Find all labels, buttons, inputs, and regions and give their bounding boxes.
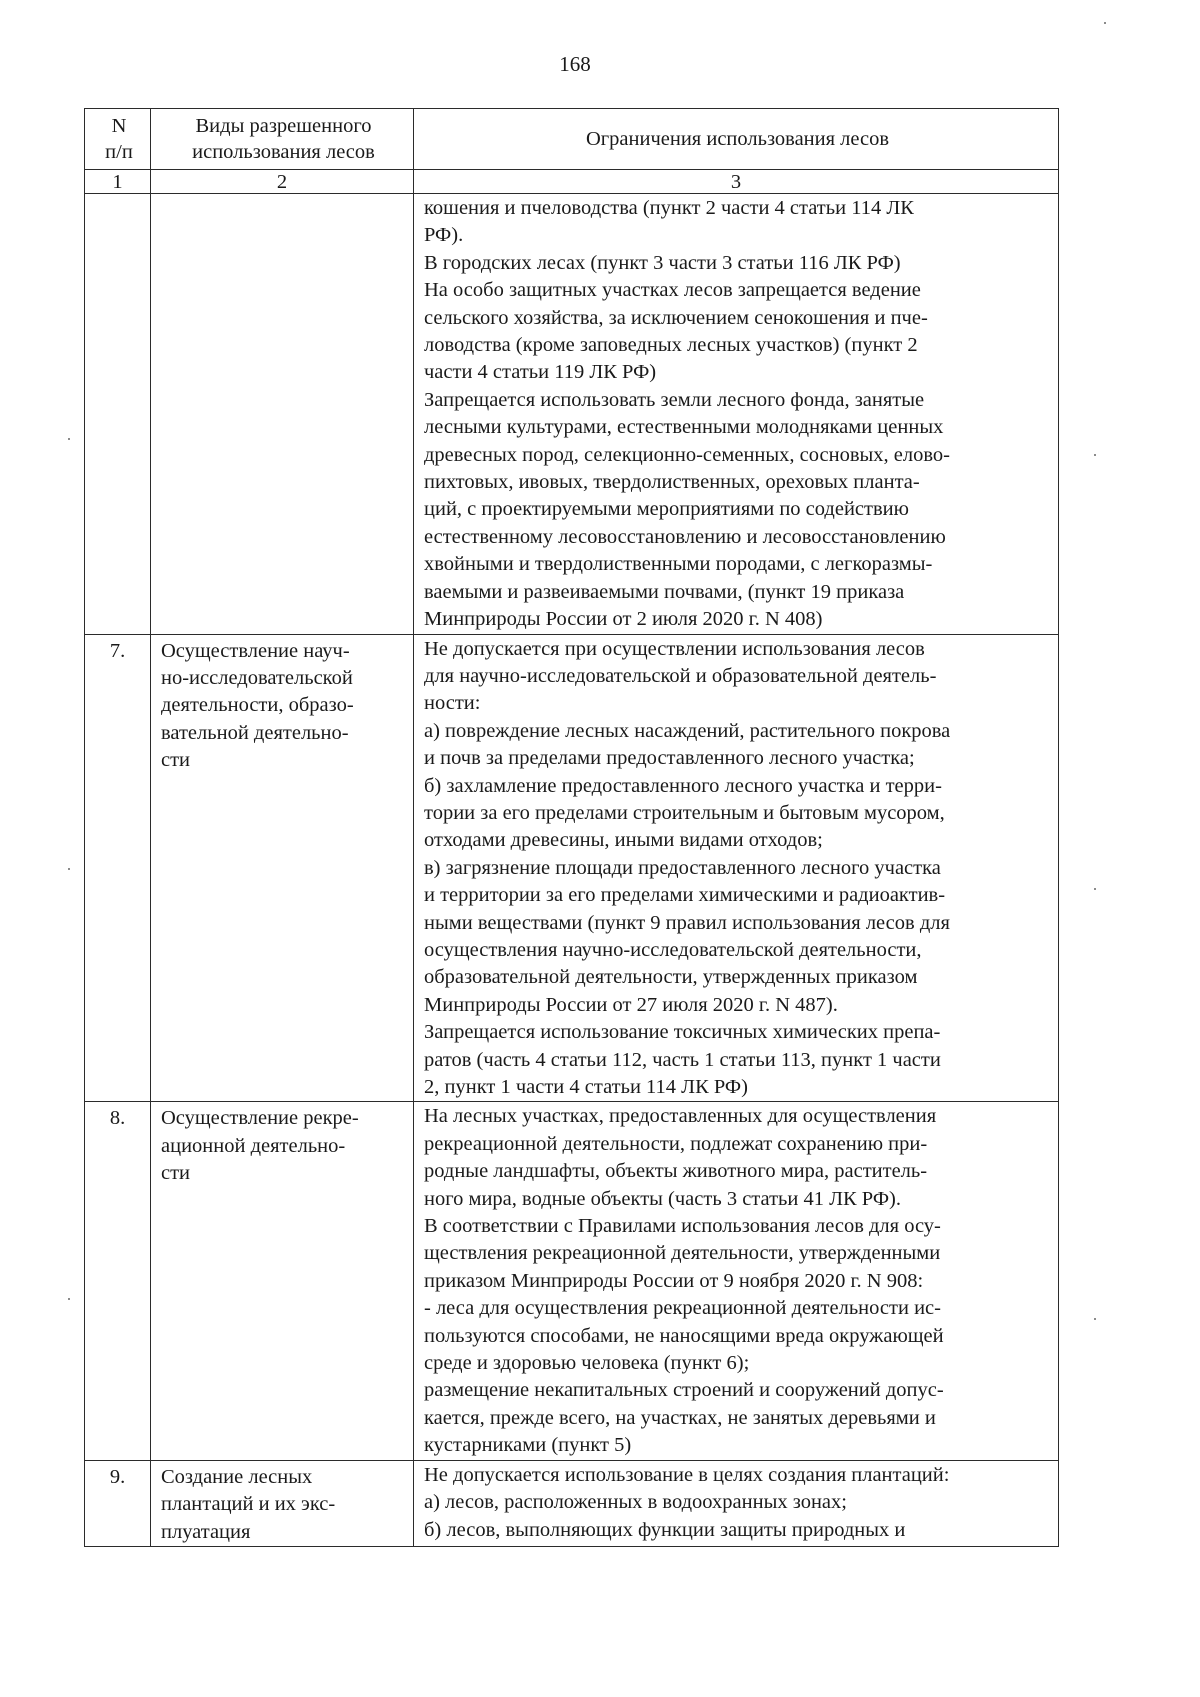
restriction-line: части 4 статьи 119 ЛК РФ) xyxy=(424,361,657,384)
restriction-line: кустарниками (пункт 5) xyxy=(424,1434,632,1457)
forest-use-restrictions-table xyxy=(84,108,1059,1547)
restriction-line: На лесных участках, предоставленных для осуществления xyxy=(424,1105,937,1128)
scan-speck xyxy=(1094,888,1096,890)
restriction-line: отходами древесины, иными видами отходов; xyxy=(424,829,823,852)
row-number xyxy=(85,194,151,635)
header-line: использования лесов xyxy=(192,141,375,163)
restriction-line: пользуются способами, не наносящими вреда окружающей xyxy=(424,1324,944,1347)
restriction-line: и почв за пределами предоставленного лесного участка; xyxy=(424,747,915,770)
kind-line: но-исследовательской xyxy=(161,666,353,689)
restriction-line: Минприроды России от 27 июля 2020 г. N 487). xyxy=(424,993,838,1016)
restriction-line: тории за его пределами строительным и бытовым мусором, xyxy=(424,801,945,824)
restriction-line: сельского хозяйства, за исключением сенокошения и пче- xyxy=(424,306,928,329)
restriction-line: Запрещается использовать земли лесного фонда, занятые xyxy=(424,388,925,411)
restriction-line: ловодства (кроме заповедных лесных участков) (пункт 2 xyxy=(424,334,918,357)
restriction-line: хвойными и твердолиственными породами, с легкоразмы- xyxy=(424,553,933,576)
table-row xyxy=(85,1102,1059,1460)
restriction-line: пихтовых, ивовых, твердолиственных, ореховых планта- xyxy=(424,471,920,494)
header-line: Виды разрешенного xyxy=(195,115,372,137)
kind-line: плантаций и их экс- xyxy=(161,1493,336,1516)
restriction-line: ности: xyxy=(424,692,481,715)
restriction-line: образовательной деятельности, утвержденных приказом xyxy=(424,966,918,989)
restriction-text xyxy=(414,194,1059,635)
row-number: 8. xyxy=(85,1102,151,1460)
column-number: 1 xyxy=(85,170,151,194)
restriction-line: ратов (часть 4 статьи 112, часть 1 статьи 113, пункт 1 части xyxy=(424,1048,941,1071)
table-header-row xyxy=(85,109,1059,170)
restriction-line: лесными культурами, естественными молодняками ценных xyxy=(424,416,944,439)
kind-line: Осуществление рекре- xyxy=(161,1107,359,1130)
scan-speck xyxy=(68,1298,70,1300)
restriction-line: и территории за его пределами химическими и радиоактив- xyxy=(424,884,946,907)
table-body xyxy=(85,194,1059,1547)
restriction-line: родные ландшафты, объекты животного мира, раститель- xyxy=(424,1160,928,1183)
scan-speck xyxy=(1104,22,1106,24)
kind-line: деятельности, образо- xyxy=(161,694,354,717)
scan-speck xyxy=(1094,1318,1096,1320)
forest-use-kind xyxy=(151,634,414,1102)
header-cell-kind xyxy=(151,109,414,170)
page-number: 168 xyxy=(559,52,591,76)
kind-line: сти xyxy=(161,749,191,772)
kind-line: вательной деятельно- xyxy=(161,721,349,744)
kind-line: сти xyxy=(161,1162,191,1185)
restriction-line: Минприроды России от 2 июля 2020 г. N 408) xyxy=(424,608,823,631)
scan-speck xyxy=(1094,454,1096,456)
scan-speck xyxy=(68,868,70,870)
restriction-line: размещение некапитальных строений и сооружений допус- xyxy=(424,1379,944,1402)
restriction-line: ций, с проектируемыми мероприятиями по содействию xyxy=(424,498,909,521)
kind-line: ационной деятельно- xyxy=(161,1134,346,1157)
restriction-line: РФ). xyxy=(424,224,464,247)
restriction-line: ными веществами (пункт 9 правил использования лесов для xyxy=(424,911,950,934)
restriction-line: В соответствии с Правилами использования лесов для осу- xyxy=(424,1215,941,1238)
row-number: 9. xyxy=(85,1460,151,1546)
header-line: N xyxy=(111,115,127,137)
restriction-line: - леса для осуществления рекреационной деятельности ис- xyxy=(424,1297,941,1320)
restriction-line: ществления рекреационной деятельности, утвержденными xyxy=(424,1242,941,1265)
restriction-line: кошения и пчеловодства (пункт 2 части 4 статьи 114 ЛК xyxy=(424,197,914,219)
table-row xyxy=(85,634,1059,1102)
restriction-line: для научно-исследовательской и образовательной деятель- xyxy=(424,664,937,687)
forest-use-kind xyxy=(151,194,414,635)
restriction-line: б) захламление предоставленного лесного участка и терри- xyxy=(424,774,942,797)
row-number: 7. xyxy=(85,634,151,1102)
restriction-line: в) загрязнение площади предоставленного лесного участка xyxy=(424,856,941,879)
header-line: п/п xyxy=(105,141,133,163)
restriction-line: древесных пород, селекционно-семенных, сосновых, елово- xyxy=(424,443,950,466)
restriction-line: осуществления научно-исследовательской деятельности, xyxy=(424,938,922,961)
column-number: 2 xyxy=(151,170,414,194)
restriction-line: Запрещается использование токсичных химических препа- xyxy=(424,1021,941,1044)
restriction-line: приказом Минприроды России от 9 ноября 2020 г. N 908: xyxy=(424,1269,924,1292)
restriction-line: На особо защитных участках лесов запрещается ведение xyxy=(424,279,921,302)
scan-speck xyxy=(68,438,70,440)
restriction-line: а) лесов, расположенных в водоохранных зонах; xyxy=(424,1491,847,1514)
restriction-line: среде и здоровью человека (пункт 6); xyxy=(424,1352,750,1375)
restriction-line: ного мира, водные объекты (часть 3 статьи 41 ЛК РФ). xyxy=(424,1187,901,1210)
restriction-line: Не допускается использование в целях создания плантаций: xyxy=(424,1463,950,1486)
table-row xyxy=(85,194,1059,635)
header-cell-number xyxy=(85,109,151,170)
restriction-line: 2, пункт 1 части 4 статьи 114 ЛК РФ) xyxy=(424,1076,748,1098)
kind-line: плуатация xyxy=(161,1520,251,1543)
restriction-text xyxy=(414,634,1059,1102)
restriction-line: В городских лесах (пункт 3 части 3 статьи 116 ЛК РФ) xyxy=(424,251,901,274)
restriction-line: рекреационной деятельности, подлежат сохранению при- xyxy=(424,1132,928,1155)
restriction-text xyxy=(414,1460,1059,1546)
header-cell-restrictions xyxy=(414,109,1059,170)
kind-line: Осуществление науч- xyxy=(161,639,350,662)
restriction-line: б) лесов, выполняющих функции защиты природных и xyxy=(424,1518,906,1541)
forest-use-kind xyxy=(151,1460,414,1546)
column-number-row xyxy=(85,170,1059,194)
header-line: Ограничения использования лесов xyxy=(585,128,890,150)
restriction-line: естественному лесовосстановлению и лесовосстановлению xyxy=(424,525,946,548)
table-row xyxy=(85,1460,1059,1546)
kind-line: Создание лесных xyxy=(161,1465,313,1488)
restriction-line: ваемыми и развеиваемыми почвами, (пункт 19 приказа xyxy=(424,580,905,603)
restriction-line: а) повреждение лесных насаждений, растительного покрова xyxy=(424,719,951,742)
restriction-line: Не допускается при осуществлении использования лесов xyxy=(424,637,925,660)
column-number: 3 xyxy=(414,170,1059,194)
forest-use-kind xyxy=(151,1102,414,1460)
restriction-line: кается, прежде всего, на участках, не занятых деревьями и xyxy=(424,1406,936,1429)
restriction-text xyxy=(414,1102,1059,1460)
